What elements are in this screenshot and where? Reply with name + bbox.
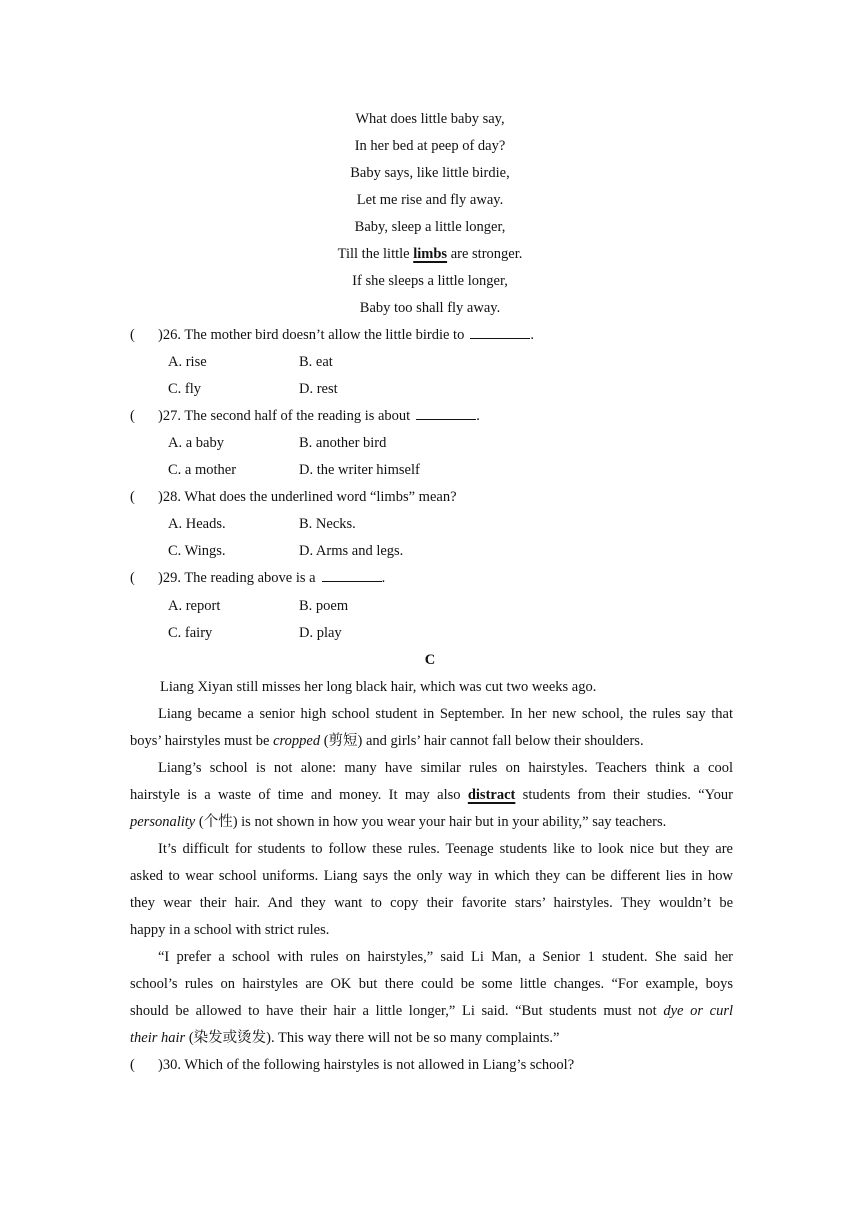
poem-line-7: If she sleeps a little longer,	[352, 273, 508, 289]
poem-line-1: What does little baby say,	[355, 111, 505, 127]
option-28-d: D. Arms and legs.	[299, 543, 404, 559]
option-26-d: D. rest	[299, 381, 338, 397]
option-28-b: B. Necks.	[299, 516, 356, 532]
paragraph-4-line-3: they wear their hair. And they want to copy their favorite stars’ hairstyles. They wouldn’t be	[130, 895, 733, 911]
poem-line-4: Let me rise and fly away.	[356, 192, 504, 208]
answer-paren-28: (	[130, 489, 135, 505]
answer-paren-29: (	[130, 570, 135, 586]
question-26-end: .	[530, 327, 534, 343]
paragraph-5-line-1: “I prefer a school with rules on hairstyles,” said Li Man, a Senior 1 student. She said her	[158, 949, 733, 965]
question-29-end: .	[381, 570, 386, 586]
paragraph-3-text: hairstyle is a waste of time and money. It may also	[130, 787, 468, 803]
word-cropped: cropped	[273, 733, 321, 749]
paragraph-3-text-end: students from their studies. “Your	[515, 787, 733, 803]
option-29-b: B. poem	[299, 598, 349, 614]
paragraph-4-line-1: It’s difficult for students to follow these rules. Teenage students like to look nice but they are	[158, 841, 733, 857]
underlined-word-limbs: limbs	[413, 246, 448, 262]
section-heading-c: C	[424, 652, 436, 668]
option-26-b: B. eat	[299, 354, 333, 370]
poem-line-3: Baby says, like little birdie,	[350, 165, 510, 181]
paragraph-2-line-1: Liang became a senior high school student in September. In her new school, the rules say that	[158, 706, 733, 722]
paragraph-1: Liang Xiyan still misses her long black hair, which was cut two weeks ago.	[160, 679, 597, 695]
option-27-c: C. a mother	[168, 462, 237, 478]
poem-line-6	[0, 245, 860, 263]
poem-line-6-start: Till the little	[337, 246, 410, 262]
word-personality: personality	[130, 814, 196, 830]
question-29	[158, 569, 385, 587]
poem-line-8: Baby too shall fly away.	[359, 300, 501, 316]
paragraph-3-line-3	[130, 813, 733, 831]
option-29-c: C. fairy	[168, 625, 213, 641]
underlined-word-distract: distract	[467, 787, 516, 803]
question-26	[158, 326, 534, 344]
paragraph-3-line-2	[130, 786, 733, 804]
paragraph-5-line-4	[130, 1029, 733, 1047]
poem-line-5: Baby, sleep a little longer,	[354, 219, 506, 235]
paragraph-3-line-3-text: (个性) is not shown in how you wear your hair but in your ability,” say teachers.	[195, 814, 667, 830]
question-27-text: )27. The second half of the reading is about	[158, 408, 411, 424]
phrase-dye-or-curl: dye or curl	[663, 1003, 733, 1019]
question-27-end: .	[476, 408, 480, 424]
paragraph-5-line-4-text: (染发或烫发). This way there will not be so many complaints.”	[185, 1030, 560, 1046]
paragraph-5-line-2: school’s rules on hairstyles are OK but there could be some little changes. “For example, boys	[130, 976, 733, 992]
question-30: )30. Which of the following hairstyles is not allowed in Liang’s school?	[158, 1057, 575, 1073]
paragraph-3-line-1: Liang’s school is not alone: many have similar rules on hairstyles. Teachers think a cool	[158, 760, 733, 776]
option-28-c: C. Wings.	[168, 543, 226, 559]
paragraph-4-line-2: asked to wear school uniforms. Liang says the only way in which they can be different lies in how	[130, 868, 733, 884]
poem-line-6-end: are stronger.	[450, 246, 523, 262]
paragraph-5-line-3	[130, 1002, 733, 1020]
phrase-their-hair: their hair	[130, 1030, 186, 1046]
paragraph-2-text: boys’ hairstyles must be	[130, 733, 274, 749]
paragraph-4-line-4: happy in a school with strict rules.	[130, 922, 330, 938]
option-29-a: A. report	[168, 598, 221, 614]
paragraph-5-line-3-text: should be allowed to have their hair a little longer,” Li said. “But students must not	[130, 1003, 664, 1019]
option-27-d: D. the writer himself	[299, 462, 420, 478]
answer-paren-26: (	[130, 327, 135, 343]
answer-blank-27	[416, 407, 476, 420]
paragraph-2-text-end: (剪短) and girls’ hair cannot fall below their shoulders.	[320, 733, 644, 749]
option-28-a: A. Heads.	[168, 516, 226, 532]
option-27-a: A. a baby	[168, 435, 224, 451]
question-28-text: )28. What does the underlined word “limbs” mean?	[158, 489, 457, 505]
option-26-c: C. fly	[168, 381, 202, 397]
answer-blank-29	[322, 569, 382, 582]
paragraph-2-line-2	[130, 732, 733, 750]
answer-blank-26	[470, 326, 530, 339]
option-27-b: B. another bird	[299, 435, 387, 451]
question-26-text: )26. The mother bird doesn’t allow the little birdie to	[158, 327, 465, 343]
option-29-d: D. play	[299, 625, 342, 641]
question-28	[158, 488, 457, 506]
question-29-text: )29. The reading above is a	[158, 570, 316, 586]
answer-paren-30: (	[130, 1057, 135, 1073]
poem-line-2: In her bed at peep of day?	[354, 138, 506, 154]
option-26-a: A. rise	[168, 354, 207, 370]
question-27	[158, 407, 480, 425]
answer-paren-27: (	[130, 408, 135, 424]
